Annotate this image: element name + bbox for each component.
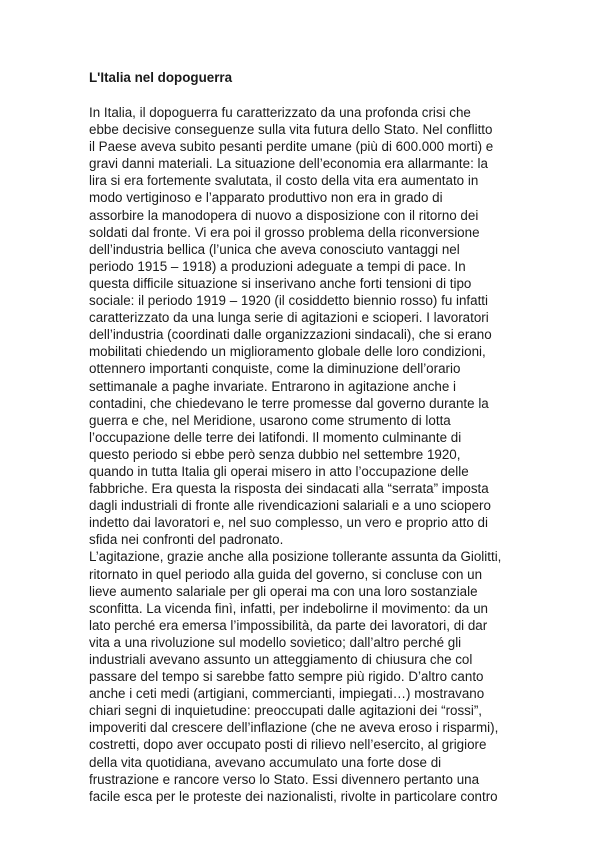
text-line: soldati dal fronte. Vi era poi il grosso problema della riconversione xyxy=(89,224,480,240)
text-line: lato perché era emersa l’impossibilità, da parte dei lavoratori, di dar xyxy=(89,617,488,633)
text-line: periodo 1915 – 1918) a produzioni adeguate a tempi di pace. In xyxy=(89,258,466,274)
text-line: ottennero importanti conquiste, come la diminuzione dell’orario xyxy=(89,361,461,377)
text-line: chiari segni di inquietudine: preoccupati dalle agitazioni dei “rossi”, xyxy=(89,703,483,719)
text-line: sconfitta. La vicenda finì, infatti, per indebolirne il movimento: da un xyxy=(89,600,488,616)
text-line: sfida nei confronti del padronato. xyxy=(89,532,284,548)
text-line: lira si era fortemente svalutata, il costo della vita era aumentato in xyxy=(89,173,479,189)
text-line: dell’industria bellica (l’unica che aveva conosciuto vantaggi nel xyxy=(89,241,460,257)
text-line: l’occupazione delle terre dei latifondi. Il momento culminante di xyxy=(89,429,462,445)
text-line: dagli industriali di fronte alle rivendicazioni salariali e a uno sciopero xyxy=(89,498,491,514)
text-line: questo periodo si ebbe però senza dubbio nel settembre 1920, xyxy=(89,446,461,462)
text-line: assorbire la manodopera di nuovo a disposizione con il ritorno dei xyxy=(89,207,479,223)
text-line: In Italia, il dopoguerra fu caratterizzato da una profonda crisi che xyxy=(89,105,471,120)
text-line: contadini, che chiedevano le terre promesse dal governo durante la xyxy=(89,395,489,411)
text-line: guerra e che, nel Meridione, usarono come strumento di lotta xyxy=(89,412,451,428)
text-line: fabbriche. Era questa la risposta dei sindacati alla “serrata” imposta xyxy=(89,481,489,497)
text-line: gravi danni materiali. La situazione dell’economia era allarmante: la xyxy=(89,156,488,172)
text-line: ritornato in quel periodo alla guida del governo, si concluse con un xyxy=(89,566,483,582)
text-line: industriali avevano assunto un atteggiamento di chiusura che col xyxy=(89,652,473,667)
text-line: costretti, dopo aver occupato posti di rilievo nell’esercito, al grigiore xyxy=(89,737,487,753)
text-line: questa difficile situazione si inserivano anche forti tensioni di tipo xyxy=(89,275,472,291)
text-line: anche i ceti medi (artigiani, commercianti, impiegati…) mostravano xyxy=(89,686,485,702)
text-line: caratterizzato da una lunga serie di agitazioni e scioperi. I lavoratori xyxy=(89,310,489,326)
text-line: impoveriti dal crescere dell’inflazione (che ne aveva eroso i risparmi), xyxy=(89,720,499,736)
text-line: modo vertiginoso e l’apparato produttivo non era in grado di xyxy=(89,190,443,206)
text-line: mobilitati chiedendo un miglioramento globale delle loro condizioni, xyxy=(89,344,486,360)
text-line: L’agitazione, grazie anche alla posizione tollerante assunta da Giolitti, xyxy=(89,549,502,565)
text-line: quando in tutta Italia gli operai misero in atto l’occupazione delle xyxy=(89,463,469,479)
text-line: ebbe decisive conseguenze sulla vita futura dello Stato. Nel conflitto xyxy=(89,122,493,138)
text-line: della vita quotidiana, avevano accumulato una forte dose di xyxy=(89,754,442,770)
text-line: indetto dai lavoratori e, nel suo complesso, un vero e proprio atto di xyxy=(89,515,488,531)
text-line: lieve aumento salariale per gli operai ma con una loro sostanziale xyxy=(89,583,478,599)
text-line: dell’industria (coordinati dalle organizzazioni sindacali), che si erano xyxy=(89,327,492,343)
document-title: L'Italia nel dopoguerra xyxy=(89,70,233,85)
document-body xyxy=(89,104,529,805)
text-line: vita a una rivoluzione sul modello sovietico; dall’altro perché gli xyxy=(89,634,462,650)
text-line: settimanale a paghe invariate. Entrarono in agitazione anche i xyxy=(89,378,456,394)
text-line: facile esca per le proteste dei nazionalisti, rivolte in particolare contro xyxy=(89,788,498,804)
text-line: passare del tempo si sarebbe fatto sempre più rigido. D’altro canto xyxy=(89,669,484,685)
text-line: frustrazione e rancore verso lo Stato. Essi divennero pertanto una xyxy=(89,771,480,787)
text-line: il Paese aveva subito pesanti perdite umane (più di 600.000 morti) e xyxy=(89,139,494,155)
text-line: sociale: il periodo 1919 – 1920 (il cosiddetto biennio rosso) fu infatti xyxy=(89,293,488,309)
